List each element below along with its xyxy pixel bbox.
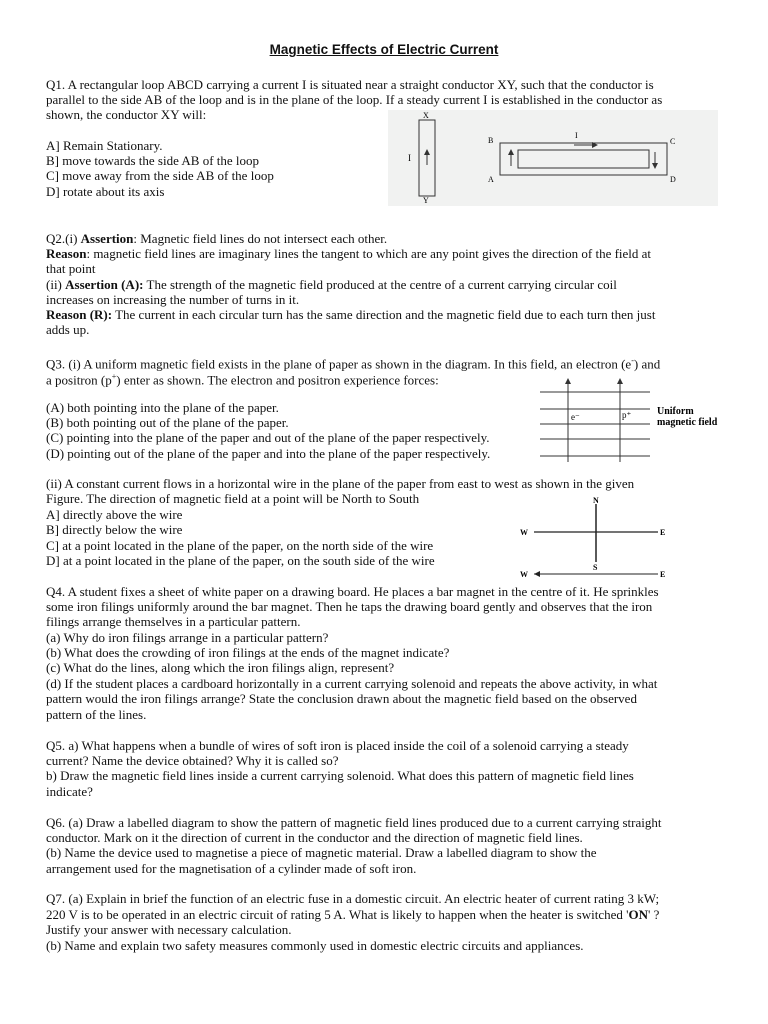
q2-reason-2: Reason (R): The current in each circular turn has the same direction and the magnetic field due to each turn then just [46, 307, 656, 322]
west-label: W [520, 570, 528, 579]
q1-line: shown, the conductor XY will: [46, 107, 207, 122]
q3-option: (B) both pointing out of the plane of the paper. [46, 415, 289, 430]
label-c: C [670, 137, 676, 146]
label-a: A [488, 175, 494, 184]
q4-line: Q4. A student fixes a sheet of white paper on a drawing board. He places a bar magnet in the centre of it. He sprinkles [46, 584, 659, 599]
q4-line: (b) What does the crowding of iron filings at the ends of the magnet indicate? [46, 645, 450, 660]
q5-line: indicate? [46, 784, 93, 799]
west-label: W [520, 528, 528, 537]
label-y: Y [423, 196, 429, 205]
label-i-conductor: I [408, 153, 411, 163]
q2-line: that point [46, 261, 96, 276]
q7-line: Justify your answer with necessary calculation. [46, 922, 292, 937]
q4-line: pattern of the lines. [46, 707, 147, 722]
positron-label: p⁺ [622, 410, 632, 420]
east-label: E [660, 528, 666, 537]
q3-part2-option: D] at a point located in the plane of the paper, on the south side of the wire [46, 553, 435, 568]
q4-line: (c) What do the lines, along which the iron filings align, represent? [46, 660, 395, 675]
q2-line: adds up. [46, 322, 90, 337]
q2-reason-1: Reason: magnetic field lines are imaginary lines the tangent to which are any point gives the direction of the field at [46, 246, 652, 261]
q4-line: (d) If the student places a cardboard horizontally in a current carrying solenoid and repeats the above activity, in what [46, 676, 658, 691]
magnetic-field-label: magnetic field [657, 417, 718, 428]
q3-part2-line: (ii) A constant current flows in a horizontal wire in the plane of the paper from east to west as shown in the given [46, 476, 635, 491]
q7-line: (b) Name and explain two safety measures commonly used in domestic electric circuits and appliances. [46, 938, 584, 953]
q6-line: arrangement used for the magnetisation of a cylinder made of soft iron. [46, 861, 417, 876]
q3-option: (C) pointing into the plane of the paper and out of the plane of the paper respectively. [46, 430, 490, 445]
label-x: X [423, 111, 429, 120]
q2-line: increases on increasing the number of turns in it. [46, 292, 300, 307]
q3-option: (D) pointing out of the plane of the paper and into the plane of the paper respectively. [46, 446, 491, 461]
q3-part2-option: A] directly above the wire [46, 507, 183, 522]
label-b: B [488, 136, 494, 145]
q1-option: B] move towards the side AB of the loop [46, 153, 260, 168]
q5-line: Q5. a) What happens when a bundle of wires of soft iron is placed inside the coil of a solenoid carrying a steady [46, 738, 629, 753]
electron-label: e⁻ [571, 412, 580, 422]
q3-part2-option: C] at a point located in the plane of the paper, on the north side of the wire [46, 538, 434, 553]
q4-line: (a) Why do iron filings arrange in a particular pattern? [46, 630, 329, 645]
page-title: Magnetic Effects of Electric Current [269, 42, 499, 57]
q3-part2-line: Figure. The direction of magnetic field at a point will be North to South [46, 491, 420, 506]
q2-assertion-1: Q2.(i) Assertion: Magnetic field lines do not intersect each other. [46, 231, 388, 246]
q5-line: current? Name the device obtained? Why it is called so? [46, 753, 339, 768]
label-i-loop: I [575, 131, 578, 140]
q1-option: C] move away from the side AB of the loop [46, 168, 274, 183]
q4-line: pattern would the iron filings arrange? State the conclusion drawn about the magnetic field based on the observed [46, 691, 637, 706]
east-label: E [660, 570, 666, 579]
q3-option: (A) both pointing into the plane of the paper. [46, 400, 279, 415]
q6-line: conductor. Mark on it the direction of current in the conductor and the direction of magnetic field lines. [46, 830, 583, 845]
q1-option: D] rotate about its axis [46, 184, 165, 199]
q3-compass-diagram [516, 494, 676, 580]
q7-line: Q7. (a) Explain in brief the function of an electric fuse in a domestic circuit. An electric heater of current rating 3 kW; [46, 891, 660, 906]
north-label: N [593, 496, 599, 505]
q1-loop-conductor-diagram [388, 110, 718, 206]
q3-line: Q3. (i) A uniform magnetic field exists in the plane of paper as shown in the diagram. In this field, an electron (e-) and [46, 356, 661, 372]
q3-part2-option: B] directly below the wire [46, 522, 183, 537]
label-d: D [670, 175, 676, 184]
uniform-label: Uniform [657, 406, 694, 417]
q5-line: b) Draw the magnetic field lines inside a current carrying solenoid. What does this pattern of magnetic field lines [46, 768, 634, 783]
q3-magnetic-field-diagram [538, 374, 734, 464]
q4-line: some iron filings uniformly around the bar magnet. Then he taps the drawing board gently and observes that the iron [46, 599, 653, 614]
q1-option: A] Remain Stationary. [46, 138, 163, 153]
q7-line: 220 V is to be operated in an electric circuit of rating 5 A. What is likely to happen when the heater is switched 'ON' ? [46, 907, 660, 922]
q1-line: Q1. A rectangular loop ABCD carrying a current I is situated near a straight conductor XY, such that the conductor is [46, 77, 654, 92]
q3-line: a positron (p+) enter as shown. The electron and positron experience forces: [46, 372, 439, 388]
q1-line: parallel to the side AB of the loop and is in the plane of the loop. If a steady current I is established in the conductor as [46, 92, 663, 107]
q6-line: Q6. (a) Draw a labelled diagram to show the pattern of magnetic field lines produced due to a current carrying straight [46, 815, 662, 830]
q4-line: filings arrange themselves in a particular pattern. [46, 614, 301, 629]
q2-assertion-2: (ii) Assertion (A): The strength of the magnetic field produced at the centre of a current carrying circular coil [46, 277, 617, 292]
south-label: S [593, 563, 598, 572]
q6-line: (b) Name the device used to magnetise a piece of magnetic material. Draw a labelled diagram to show the [46, 845, 597, 860]
